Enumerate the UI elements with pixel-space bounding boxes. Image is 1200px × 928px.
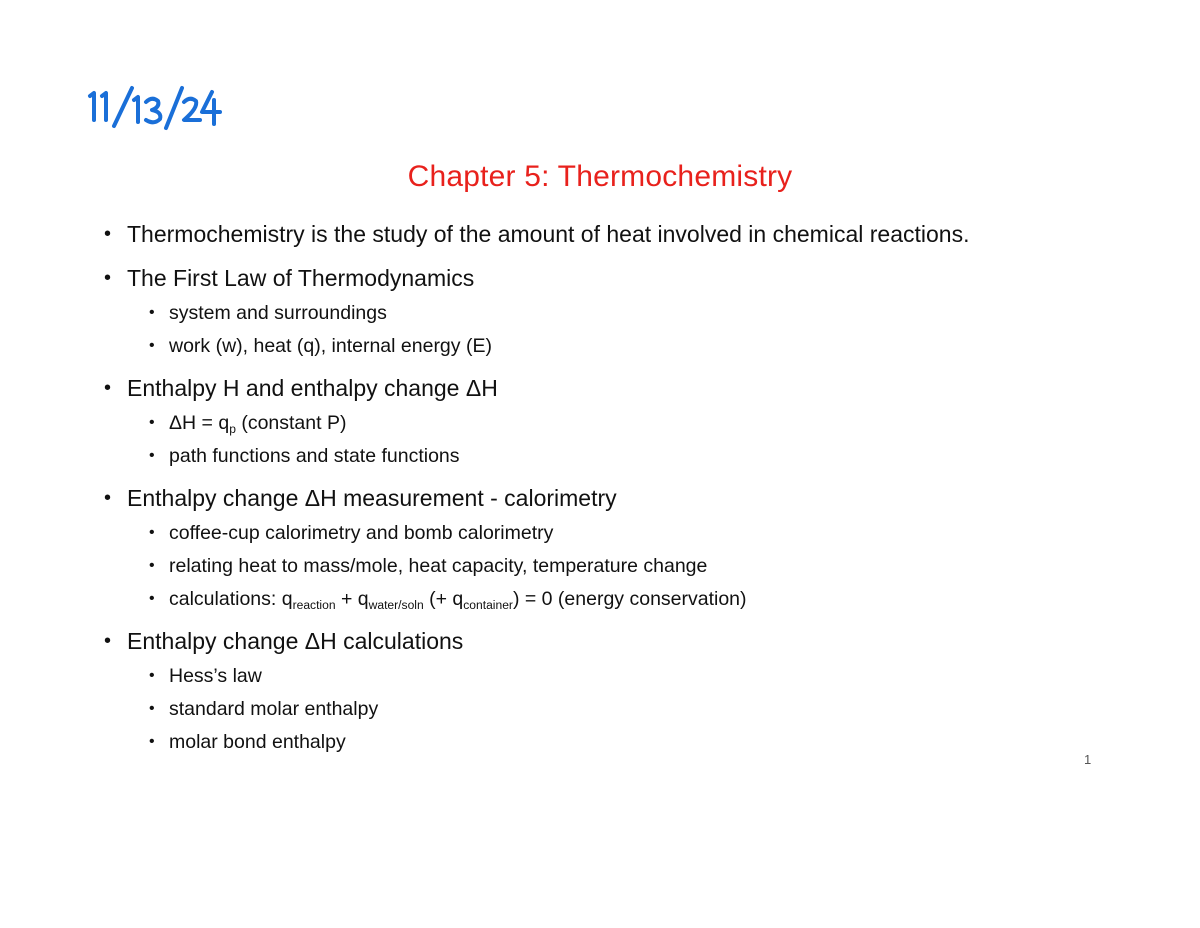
bullet-dot: • — [104, 487, 112, 509]
sub-bullet — [149, 410, 1144, 436]
handwritten-date-drawing — [86, 82, 226, 142]
sub-bullet-text: system and surroundings — [169, 302, 387, 324]
bullet-text: Enthalpy H and enthalpy change ΔH — [127, 375, 498, 401]
bullet-first-law — [104, 263, 1144, 293]
sub-bullet-text — [169, 588, 747, 613]
equation-part: calculations: q — [169, 588, 293, 610]
sub-bullet — [149, 729, 1144, 755]
sub-bullet — [149, 586, 1144, 612]
bullet-thermochemistry-definition — [104, 219, 1144, 249]
bullet-text: The First Law of Thermodynamics — [127, 265, 475, 291]
sub-bullet-text: work (w), heat (q), internal energy (E) — [169, 335, 492, 357]
bullet-dot: • — [104, 377, 112, 399]
sub-bullet — [149, 443, 1144, 469]
sub-bullet — [149, 300, 1144, 326]
bullet-list — [104, 219, 1144, 755]
sub-bullet-text: Hess’s law — [169, 665, 262, 687]
sub-bullet-dot: • — [149, 667, 155, 684]
subscript: p — [229, 422, 236, 437]
sub-bullet-dot: • — [149, 590, 155, 607]
bullet-text: Enthalpy change ΔH calculations — [127, 628, 464, 654]
bullet-enthalpy — [104, 373, 1144, 403]
equation-part: (constant P) — [235, 412, 347, 434]
sub-bullet — [149, 333, 1144, 359]
sub-bullet-text — [169, 412, 347, 437]
page-number: 1 — [1084, 752, 1092, 767]
sub-bullet-dot: • — [149, 557, 155, 574]
equation-part: ) = 0 (energy conservation) — [512, 588, 747, 610]
sub-bullet — [149, 553, 1144, 579]
handwritten-date — [86, 82, 226, 142]
slide-title: Chapter 5: Thermochemistry — [407, 160, 793, 193]
equation-part: ΔH = q — [169, 412, 230, 434]
bullet-text: Thermochemistry is the study of the amount of heat involved in chemical reactions. — [127, 221, 970, 247]
equation-part: + q — [335, 588, 369, 610]
bullet-enthalpy-calculations — [104, 626, 1144, 656]
equation-part: (+ q — [423, 588, 464, 610]
bullet-dot: • — [104, 267, 112, 289]
sub-bullet-dot: • — [149, 524, 155, 541]
subscript: water/soln — [368, 598, 424, 613]
sub-bullet — [149, 696, 1144, 722]
bullet-calorimetry — [104, 483, 1144, 513]
bullet-text: Enthalpy change ΔH measurement - calorimetry — [127, 485, 617, 511]
sub-bullet-text: molar bond enthalpy — [169, 731, 346, 753]
sub-bullet-dot: • — [149, 337, 155, 354]
sub-bullet-dot: • — [149, 414, 155, 431]
sub-bullet-dot: • — [149, 700, 155, 717]
subscript: reaction — [292, 598, 336, 613]
bullet-dot: • — [104, 630, 112, 652]
sub-bullet-dot: • — [149, 447, 155, 464]
sub-bullet-dot: • — [149, 304, 155, 321]
sub-bullet-dot: • — [149, 733, 155, 750]
sub-bullet — [149, 520, 1144, 546]
bullet-dot: • — [104, 223, 112, 245]
sub-bullet-text: relating heat to mass/mole, heat capacity, temperature change — [169, 555, 708, 577]
subscript: container — [463, 598, 513, 613]
sub-bullet-text: standard molar enthalpy — [169, 698, 379, 720]
sub-bullet-text: coffee-cup calorimetry and bomb calorimetry — [169, 522, 554, 544]
sub-bullet-text: path functions and state functions — [169, 445, 460, 467]
sub-bullet — [149, 663, 1144, 689]
